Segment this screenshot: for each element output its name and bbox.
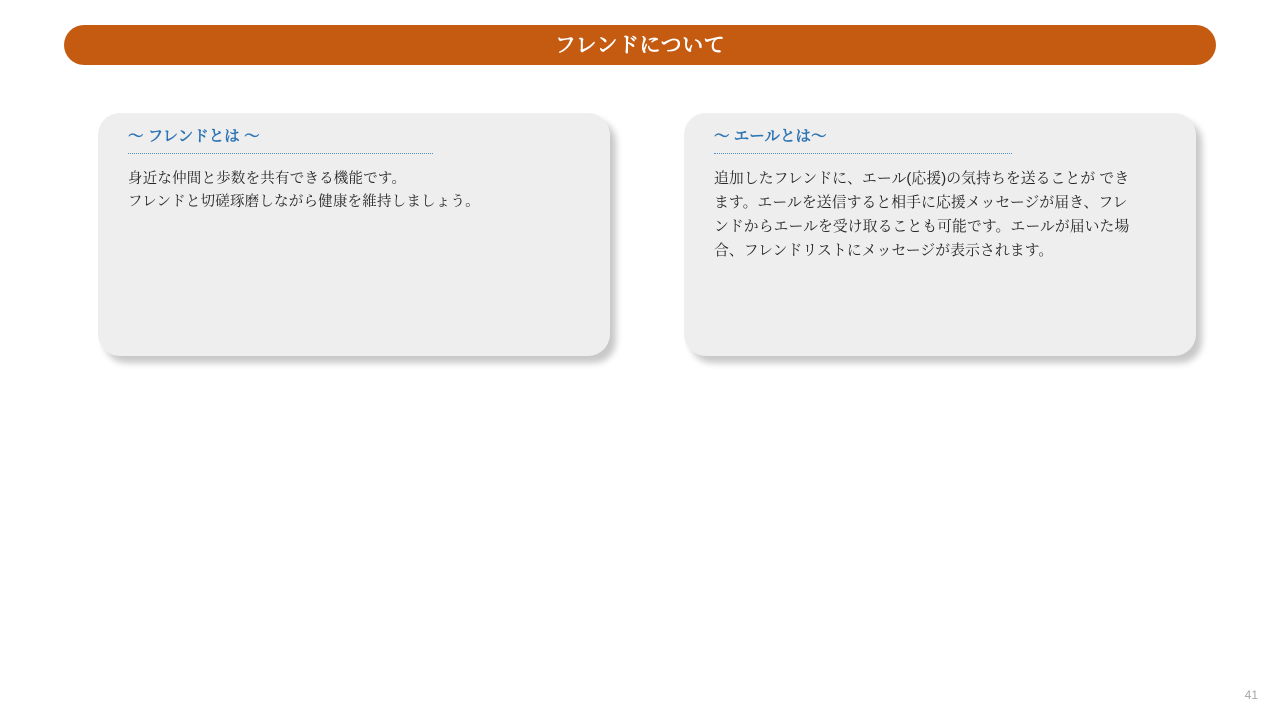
card-yell-definition xyxy=(684,113,1196,356)
card-content xyxy=(684,113,1196,356)
card-body-line: 追加したフレンドに、エール(応援)の気持ちを送ることが でき xyxy=(714,171,1130,188)
card-body-line: ます。エールを送信すると相手に応援メッセージが届き、フレ xyxy=(714,195,1128,212)
card-body xyxy=(706,168,1174,264)
heading-divider xyxy=(714,153,1012,154)
slide-title-banner xyxy=(64,25,1216,65)
heading-divider xyxy=(128,153,433,154)
page-title: フレンドについて xyxy=(554,33,726,57)
card-body-line: ンドからエールを受け取ることも可能です。エールが届いた場 xyxy=(714,219,1130,236)
card-friend-definition xyxy=(98,113,610,356)
card-body-line: フレンドと切磋琢磨しながら健康を維持しましょう。 xyxy=(128,193,480,210)
card-body-line: 合、フレンドリストにメッセージが表示されます。 xyxy=(714,243,1054,260)
card-body-line: 身近な仲間と歩数を共有できる機能です。 xyxy=(128,171,407,188)
card-content xyxy=(98,113,610,356)
card-body xyxy=(120,168,588,213)
card-heading: ～ フレンドとは ～ xyxy=(128,128,260,145)
page-number: 41 xyxy=(1244,688,1258,702)
card-heading: ～ エールとは～ xyxy=(714,128,827,145)
